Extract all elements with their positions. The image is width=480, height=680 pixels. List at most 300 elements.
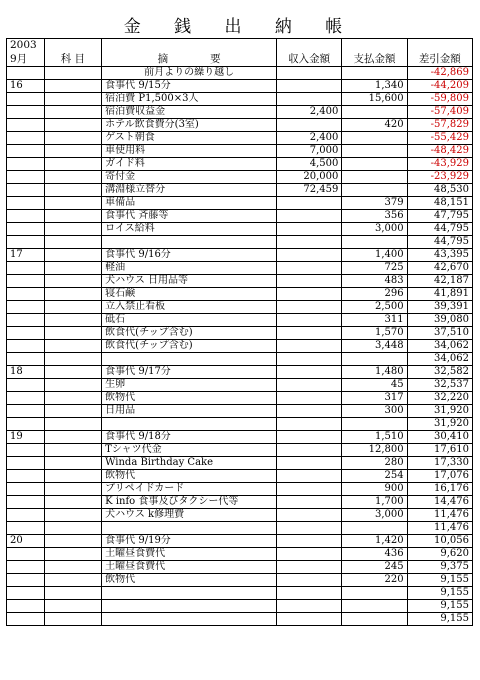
- row-expense: 296: [342, 288, 407, 301]
- row-expense: [342, 587, 407, 600]
- row-description: 土曜昼食費代: [102, 548, 277, 561]
- row-description: 飲食代(チップ含む): [102, 327, 277, 340]
- row-expense: 436: [342, 548, 407, 561]
- row-income: 2,400: [277, 132, 342, 145]
- table-row: [7, 574, 473, 587]
- row-subject: [44, 262, 102, 275]
- row-balance: 43,395: [407, 249, 472, 262]
- expense-header: 支払金額: [342, 52, 407, 67]
- row-balance: 11,476: [407, 509, 472, 522]
- row-expense: [342, 522, 407, 535]
- row-expense: 300: [342, 405, 407, 418]
- row-income: [277, 223, 342, 236]
- row-expense: [342, 145, 407, 158]
- row-subject: [44, 418, 102, 431]
- row-balance: -59,809: [407, 93, 472, 106]
- row-subject: [44, 158, 102, 171]
- table-row: [7, 314, 473, 327]
- row-expense: [342, 106, 407, 119]
- row-income: [277, 314, 342, 327]
- row-date: [7, 418, 45, 431]
- row-income: [277, 275, 342, 288]
- row-description: 食事代 9/15分: [102, 80, 277, 93]
- table-row: [7, 80, 473, 93]
- row-description: [102, 353, 277, 366]
- table-row: [7, 353, 473, 366]
- row-subject: [44, 184, 102, 197]
- row-subject: [44, 67, 102, 80]
- row-date: [7, 106, 45, 119]
- row-subject: [44, 93, 102, 106]
- row-subject: [44, 340, 102, 353]
- row-balance: 44,795: [407, 236, 472, 249]
- row-income: [277, 470, 342, 483]
- row-description: 土曜昼食費代: [102, 561, 277, 574]
- table-row: [7, 587, 473, 600]
- row-balance: 31,920: [407, 405, 472, 418]
- row-description: [102, 522, 277, 535]
- row-description: 日用品: [102, 405, 277, 418]
- row-date: [7, 145, 45, 158]
- row-income: [277, 366, 342, 379]
- row-date: [7, 67, 45, 80]
- row-expense: 356: [342, 210, 407, 223]
- row-date: [7, 496, 45, 509]
- row-balance: 42,187: [407, 275, 472, 288]
- row-subject: [44, 288, 102, 301]
- row-income: [277, 561, 342, 574]
- row-subject: [44, 496, 102, 509]
- row-subject: [44, 574, 102, 587]
- row-expense: [342, 132, 407, 145]
- row-expense: 3,000: [342, 509, 407, 522]
- row-income: [277, 236, 342, 249]
- row-expense: [342, 613, 407, 626]
- row-description: 飲物代: [102, 392, 277, 405]
- row-income: [277, 67, 342, 80]
- row-income: [277, 80, 342, 93]
- row-income: [277, 548, 342, 561]
- row-expense: [342, 353, 407, 366]
- row-expense: 280: [342, 457, 407, 470]
- row-date: [7, 561, 45, 574]
- row-subject: [44, 132, 102, 145]
- row-balance: 42,670: [407, 262, 472, 275]
- row-date: [7, 522, 45, 535]
- table-row: [7, 171, 473, 184]
- row-date: [7, 327, 45, 340]
- row-income: 20,000: [277, 171, 342, 184]
- table-row: [7, 301, 473, 314]
- row-date: [7, 275, 45, 288]
- ledger-body: [7, 67, 473, 626]
- row-description: [102, 587, 277, 600]
- row-description: [102, 418, 277, 431]
- row-date: [7, 574, 45, 587]
- row-description: [102, 613, 277, 626]
- row-expense: 1,570: [342, 327, 407, 340]
- table-row: [7, 600, 473, 613]
- row-balance: 32,220: [407, 392, 472, 405]
- row-balance: 31,920: [407, 418, 472, 431]
- row-income: [277, 353, 342, 366]
- row-income: [277, 405, 342, 418]
- row-income: [277, 483, 342, 496]
- page-title: 金 銭 出 納 帳: [123, 17, 357, 37]
- table-row: [7, 119, 473, 132]
- year-header: 2003: [7, 39, 45, 53]
- table-row: [7, 444, 473, 457]
- table-row: [7, 184, 473, 197]
- row-date: 16: [7, 80, 45, 93]
- row-date: 19: [7, 431, 45, 444]
- row-description: 食事代 9/17分: [102, 366, 277, 379]
- row-expense: 3,448: [342, 340, 407, 353]
- row-income: [277, 574, 342, 587]
- table-row: [7, 405, 473, 418]
- row-date: 17: [7, 249, 45, 262]
- income-header: 収入金額: [277, 52, 342, 67]
- row-income: [277, 340, 342, 353]
- row-date: [7, 509, 45, 522]
- row-subject: [44, 405, 102, 418]
- row-description: 飲物代: [102, 470, 277, 483]
- row-date: [7, 288, 45, 301]
- row-expense: [342, 600, 407, 613]
- row-subject: [44, 444, 102, 457]
- row-description: 前月よりの繰り越し: [102, 67, 277, 80]
- row-subject: [44, 353, 102, 366]
- subject-header: 科 目: [44, 52, 102, 67]
- row-subject: [44, 561, 102, 574]
- row-date: [7, 457, 45, 470]
- row-description: 飲食代(チップ含む): [102, 340, 277, 353]
- row-expense: 2,500: [342, 301, 407, 314]
- row-date: [7, 119, 45, 132]
- row-expense: [342, 171, 407, 184]
- row-description: ホテル飲食費分(3室): [102, 119, 277, 132]
- row-income: [277, 249, 342, 262]
- row-description: 生卵: [102, 379, 277, 392]
- row-expense: 1,700: [342, 496, 407, 509]
- row-balance: 44,795: [407, 223, 472, 236]
- row-description: 食事代 9/19分: [102, 535, 277, 548]
- table-row: [7, 132, 473, 145]
- row-subject: [44, 327, 102, 340]
- row-balance: 9,375: [407, 561, 472, 574]
- row-income: 72,459: [277, 184, 342, 197]
- row-subject: [44, 457, 102, 470]
- header-row-year: [7, 39, 473, 53]
- row-description: 食事代 9/18分: [102, 431, 277, 444]
- row-income: 7,000: [277, 145, 342, 158]
- row-description: プリペイドカード: [102, 483, 277, 496]
- row-description: 溝淵様立替分: [102, 184, 277, 197]
- row-description: 宿泊費収益金: [102, 106, 277, 119]
- row-income: [277, 535, 342, 548]
- table-row: [7, 340, 473, 353]
- row-description: ゲスト朝食: [102, 132, 277, 145]
- row-date: [7, 470, 45, 483]
- row-description: Tシャツ代金: [102, 444, 277, 457]
- row-income: [277, 379, 342, 392]
- table-row: [7, 158, 473, 171]
- row-description: 砥石: [102, 314, 277, 327]
- row-expense: 1,400: [342, 249, 407, 262]
- row-balance: 9,155: [407, 574, 472, 587]
- row-subject: [44, 275, 102, 288]
- row-expense: 15,600: [342, 93, 407, 106]
- row-date: [7, 223, 45, 236]
- row-balance: -48,429: [407, 145, 472, 158]
- row-income: [277, 522, 342, 535]
- row-income: [277, 444, 342, 457]
- row-description: 軽油: [102, 262, 277, 275]
- row-subject: [44, 249, 102, 262]
- table-row: [7, 93, 473, 106]
- row-description: 立入禁止看板: [102, 301, 277, 314]
- row-date: 20: [7, 535, 45, 548]
- row-expense: 1,480: [342, 366, 407, 379]
- row-expense: 254: [342, 470, 407, 483]
- row-subject: [44, 613, 102, 626]
- row-subject: [44, 80, 102, 93]
- row-subject: [44, 366, 102, 379]
- row-expense: 1,340: [342, 80, 407, 93]
- row-expense: [342, 158, 407, 171]
- row-balance: 9,620: [407, 548, 472, 561]
- table-row: [7, 288, 473, 301]
- row-date: [7, 379, 45, 392]
- row-subject: [44, 314, 102, 327]
- row-description: 犬ハウス k修理費: [102, 509, 277, 522]
- row-description: ロイス給料: [102, 223, 277, 236]
- row-balance: -57,409: [407, 106, 472, 119]
- row-description: Winda Birthday Cake: [102, 457, 277, 470]
- row-income: [277, 431, 342, 444]
- row-balance: 32,582: [407, 366, 472, 379]
- row-balance: 17,610: [407, 444, 472, 457]
- row-income: [277, 509, 342, 522]
- row-expense: [342, 418, 407, 431]
- row-subject: [44, 210, 102, 223]
- table-row: [7, 496, 473, 509]
- row-balance: -23,929: [407, 171, 472, 184]
- month-header: 9月: [7, 52, 45, 67]
- row-balance: 39,391: [407, 301, 472, 314]
- row-income: [277, 119, 342, 132]
- row-date: [7, 184, 45, 197]
- row-description: 飲物代: [102, 574, 277, 587]
- row-date: [7, 483, 45, 496]
- row-expense: [342, 67, 407, 80]
- row-income: [277, 392, 342, 405]
- table-row: [7, 431, 473, 444]
- table-row: [7, 275, 473, 288]
- row-income: 2,400: [277, 106, 342, 119]
- row-subject: [44, 145, 102, 158]
- table-row: [7, 535, 473, 548]
- row-balance: -57,829: [407, 119, 472, 132]
- row-balance: 37,510: [407, 327, 472, 340]
- table-row: [7, 366, 473, 379]
- table-row: [7, 548, 473, 561]
- table-row: [7, 236, 473, 249]
- table-row: [7, 223, 473, 236]
- row-income: [277, 613, 342, 626]
- row-date: [7, 340, 45, 353]
- row-balance: 34,062: [407, 340, 472, 353]
- row-balance: 39,080: [407, 314, 472, 327]
- table-row: [7, 145, 473, 158]
- table-row: [7, 392, 473, 405]
- row-income: [277, 600, 342, 613]
- row-balance: 32,537: [407, 379, 472, 392]
- row-description: [102, 236, 277, 249]
- table-row: [7, 509, 473, 522]
- row-balance: 41,891: [407, 288, 472, 301]
- row-balance: 48,530: [407, 184, 472, 197]
- table-row: [7, 106, 473, 119]
- row-date: [7, 210, 45, 223]
- row-date: [7, 132, 45, 145]
- row-description: ガイド料: [102, 158, 277, 171]
- row-date: [7, 587, 45, 600]
- row-subject: [44, 470, 102, 483]
- row-subject: [44, 171, 102, 184]
- row-date: [7, 158, 45, 171]
- row-description: 車備品: [102, 197, 277, 210]
- row-subject: [44, 106, 102, 119]
- row-expense: 483: [342, 275, 407, 288]
- row-expense: [342, 236, 407, 249]
- header-row: [7, 52, 473, 67]
- row-date: [7, 392, 45, 405]
- row-balance: 34,062: [407, 353, 472, 366]
- row-income: [277, 418, 342, 431]
- table-row: [7, 197, 473, 210]
- row-description: 犬ハウス 日用品等: [102, 275, 277, 288]
- row-subject: [44, 600, 102, 613]
- row-subject: [44, 223, 102, 236]
- table-row: [7, 379, 473, 392]
- row-income: [277, 288, 342, 301]
- row-income: [277, 262, 342, 275]
- row-subject: [44, 535, 102, 548]
- row-subject: [44, 392, 102, 405]
- table-row: [7, 67, 473, 80]
- row-balance: 48,151: [407, 197, 472, 210]
- row-description: 食事代 斉藤等: [102, 210, 277, 223]
- row-balance: 16,176: [407, 483, 472, 496]
- table-row: [7, 561, 473, 574]
- row-expense: 245: [342, 561, 407, 574]
- row-date: [7, 548, 45, 561]
- row-expense: 1,420: [342, 535, 407, 548]
- row-date: [7, 613, 45, 626]
- row-balance: 17,076: [407, 470, 472, 483]
- row-date: [7, 236, 45, 249]
- row-date: [7, 314, 45, 327]
- row-balance: -55,429: [407, 132, 472, 145]
- row-balance: 14,476: [407, 496, 472, 509]
- row-balance: -44,209: [407, 80, 472, 93]
- row-date: [7, 171, 45, 184]
- row-subject: [44, 522, 102, 535]
- row-date: [7, 197, 45, 210]
- row-subject: [44, 301, 102, 314]
- row-expense: [342, 184, 407, 197]
- table-row: [7, 327, 473, 340]
- row-balance: 47,795: [407, 210, 472, 223]
- description-header: 摘 要: [102, 52, 277, 67]
- row-income: [277, 301, 342, 314]
- row-expense: 1,510: [342, 431, 407, 444]
- row-description: K info 食事及びタクシー代等: [102, 496, 277, 509]
- row-balance: 11,476: [407, 522, 472, 535]
- row-subject: [44, 483, 102, 496]
- row-balance: 9,155: [407, 587, 472, 600]
- row-balance: 30,410: [407, 431, 472, 444]
- row-date: [7, 262, 45, 275]
- row-income: [277, 327, 342, 340]
- row-income: [277, 457, 342, 470]
- row-date: [7, 93, 45, 106]
- row-balance: 17,330: [407, 457, 472, 470]
- row-description: 車使用料: [102, 145, 277, 158]
- row-expense: 317: [342, 392, 407, 405]
- row-balance: 9,155: [407, 613, 472, 626]
- row-expense: 45: [342, 379, 407, 392]
- row-description: [102, 600, 277, 613]
- row-income: [277, 197, 342, 210]
- table-row: [7, 522, 473, 535]
- row-income: [277, 93, 342, 106]
- table-row: [7, 418, 473, 431]
- row-expense: 725: [342, 262, 407, 275]
- row-description: 食事代 9/16分: [102, 249, 277, 262]
- row-expense: 220: [342, 574, 407, 587]
- row-subject: [44, 548, 102, 561]
- row-income: [277, 587, 342, 600]
- row-subject: [44, 379, 102, 392]
- row-description: 寄付金: [102, 171, 277, 184]
- row-subject: [44, 431, 102, 444]
- row-income: 4,500: [277, 158, 342, 171]
- row-expense: 12,800: [342, 444, 407, 457]
- balance-header: 差引金額: [407, 52, 472, 67]
- row-expense: 311: [342, 314, 407, 327]
- row-balance: -42,869: [407, 67, 472, 80]
- row-date: [7, 600, 45, 613]
- row-date: 18: [7, 366, 45, 379]
- row-description: 宿泊費 P1,500×3人: [102, 93, 277, 106]
- row-date: [7, 353, 45, 366]
- row-balance: 10,056: [407, 535, 472, 548]
- row-expense: 900: [342, 483, 407, 496]
- row-date: [7, 444, 45, 457]
- row-balance: 9,155: [407, 600, 472, 613]
- row-subject: [44, 509, 102, 522]
- table-row: [7, 210, 473, 223]
- row-date: [7, 301, 45, 314]
- row-income: [277, 496, 342, 509]
- row-expense: 379: [342, 197, 407, 210]
- table-row: [7, 457, 473, 470]
- row-subject: [44, 236, 102, 249]
- row-expense: 3,000: [342, 223, 407, 236]
- row-expense: 420: [342, 119, 407, 132]
